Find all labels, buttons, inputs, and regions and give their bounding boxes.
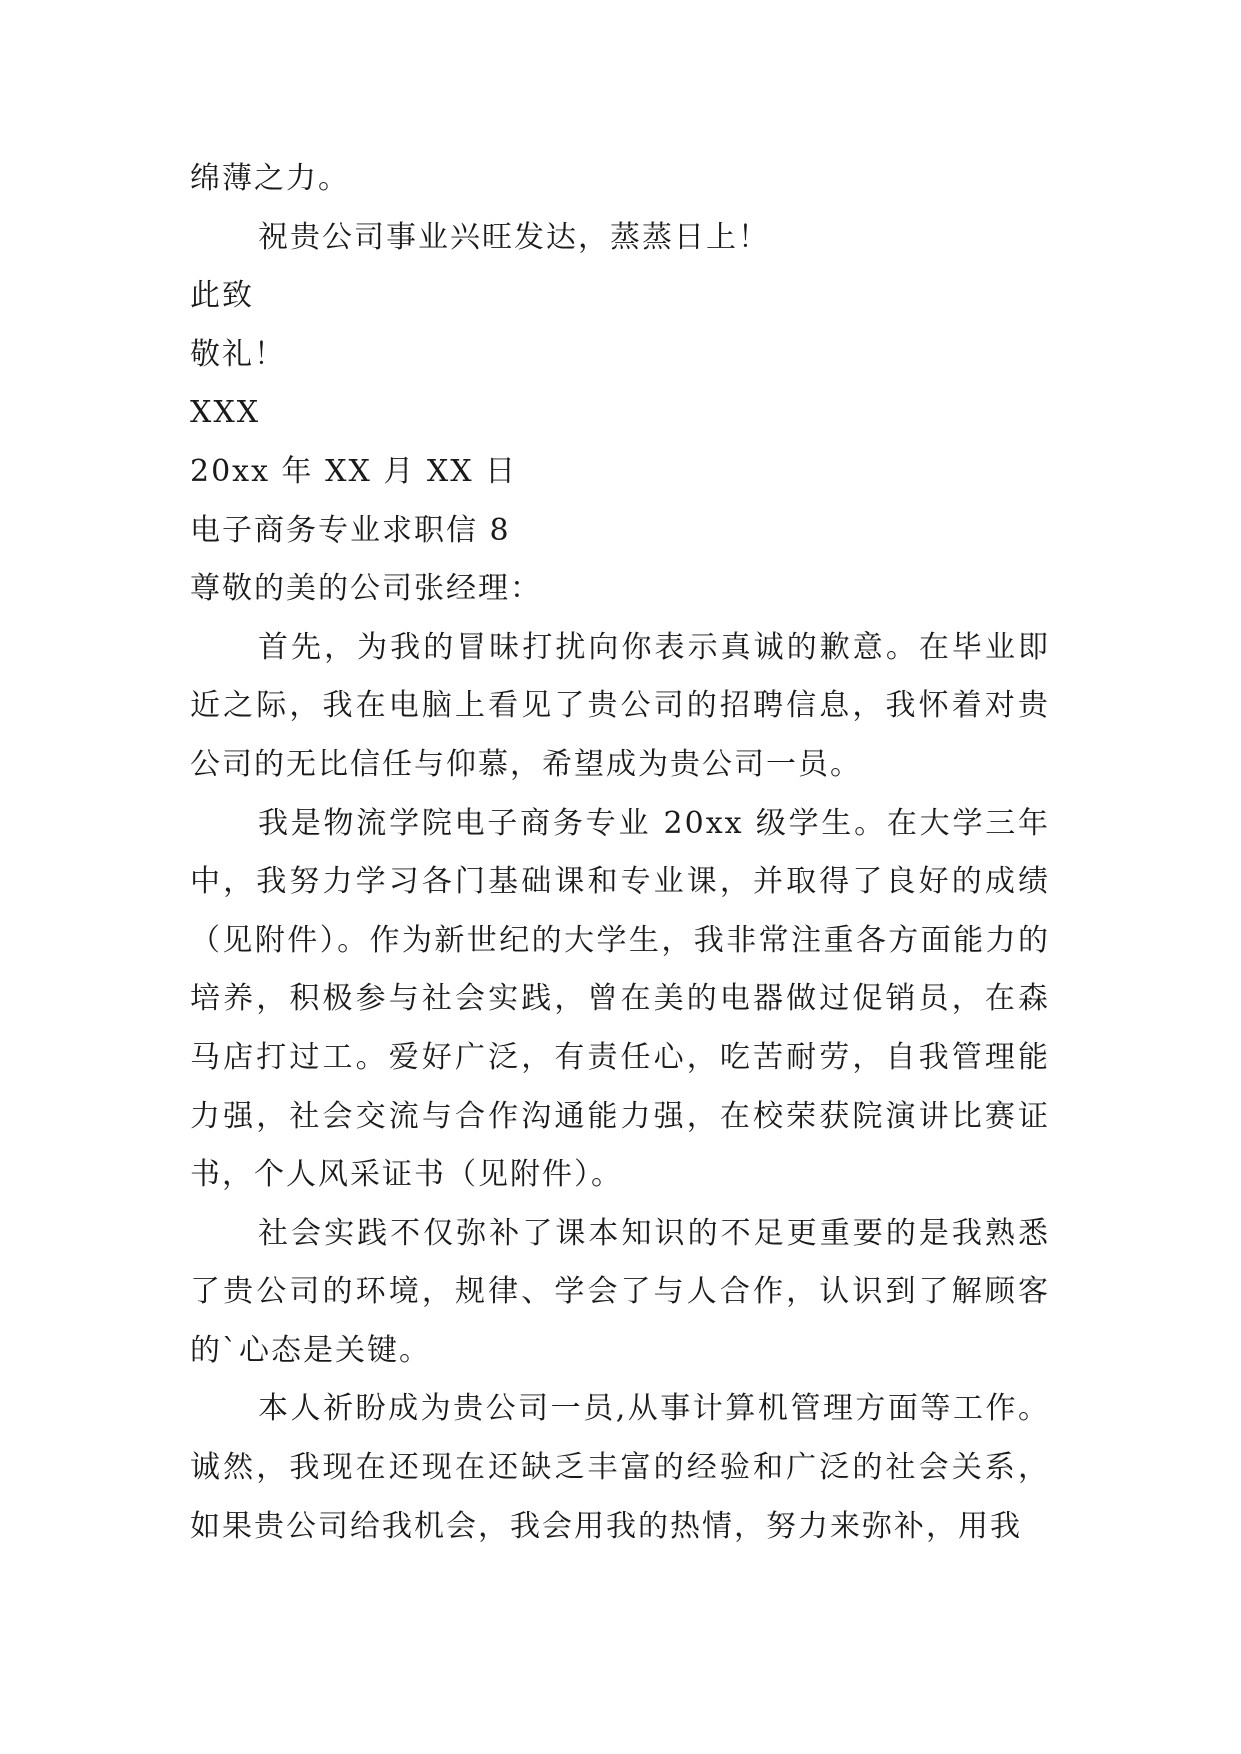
signature-name: XXX bbox=[190, 395, 261, 431]
paragraph-background: 我是物流学院电子商务专业 20xx 级学生。在大学三年中，我努力学习各门基础课和专业课，并取得了良好的成绩（见附件）。作为新世纪的大学生，我非常注重各方面能力的培养，积极参与社会实践，曾在美的电器做过促销员，在森马店打过工。爱好广泛，有责任心，吃苦耐劳，自我管理能力强，社会交流与合作沟通能力强，在校荣获院演讲比赛证书，个人风采证书（见附件）。 bbox=[190, 805, 1050, 1193]
closing-fragment: 绵薄之力。 bbox=[190, 161, 350, 196]
letter-body bbox=[190, 150, 1050, 1556]
paragraph-practice: 社会实践不仅弥补了课本知识的不足更重要的是我熟悉了贵公司的环境，规律、学会了与人合作，认识到了解顾客的`心态是关键。 bbox=[190, 1215, 1050, 1368]
salutation-close-1: 此致 bbox=[190, 278, 254, 314]
paragraph-intro: 首先，为我的冒昧打扰向你表示真诚的歉意。在毕业即近之际，我在电脑上看见了贵公司的招聘信息，我怀着对贵公司的无比信任与仰慕，希望成为贵公司一员。 bbox=[190, 629, 1050, 782]
paragraph-aspiration: 本人祈盼成为贵公司一员,从事计算机管理方面等工作。诚然，我现在还现在还缺乏丰富的经验和广泛的社会关系，如果贵公司给我机会，我会用我的热情，努力来弥补，用我 bbox=[190, 1391, 1050, 1544]
salutation-close-2: 敬礼！ bbox=[190, 336, 286, 372]
greeting: 尊敬的美的公司张经理： bbox=[190, 571, 542, 607]
closing-wish: 祝贵公司事业兴旺发达，蒸蒸日上！ bbox=[258, 219, 770, 255]
section-heading: 电子商务专业求职信 8 bbox=[190, 512, 511, 548]
signature-date: 20xx 年 XX 月 XX 日 bbox=[190, 453, 518, 489]
